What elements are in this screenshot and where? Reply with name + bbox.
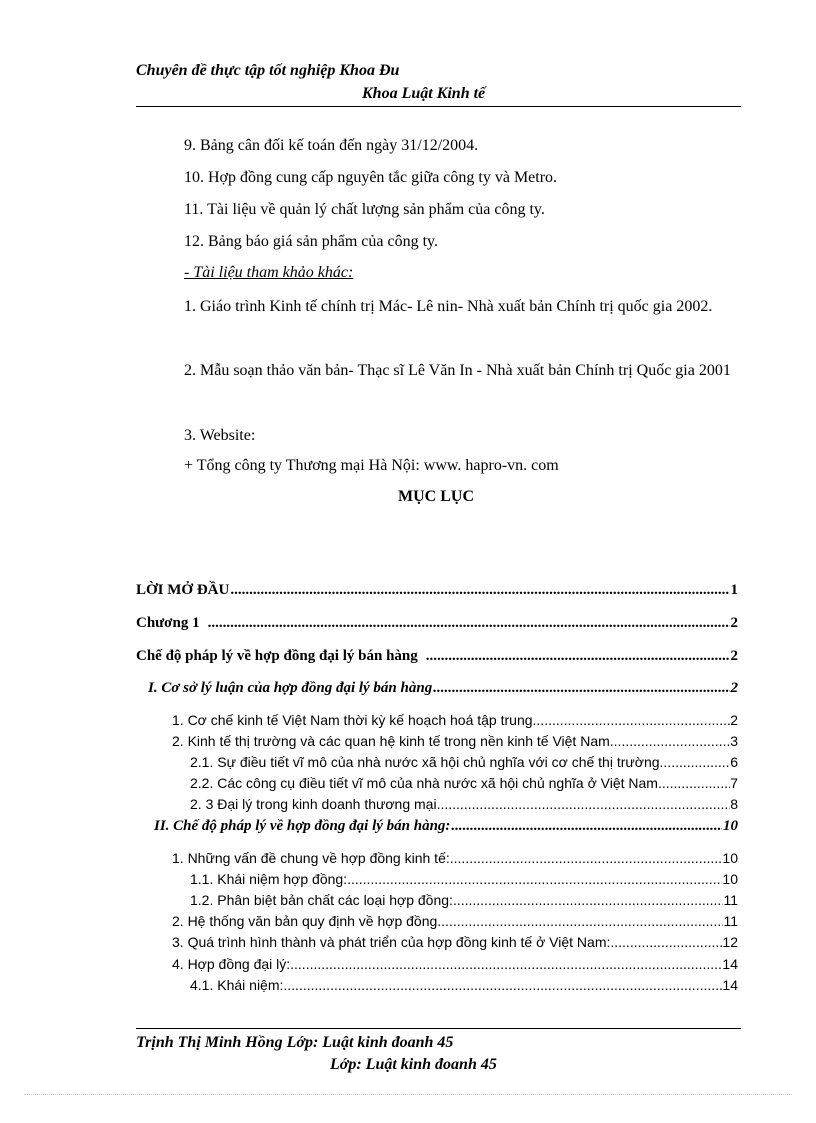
toc-leader — [283, 977, 722, 993]
toc-entry[interactable] — [136, 648, 738, 665]
toc-entry[interactable] — [190, 775, 738, 791]
toc-entry[interactable] — [172, 956, 738, 972]
toc-entry-text: 2. Hệ thống văn bản quy định về hợp đồng. — [172, 913, 442, 929]
toc-entry[interactable] — [172, 850, 738, 866]
toc-entry[interactable] — [190, 754, 738, 770]
toc-title: MỤC LỤC — [398, 488, 474, 505]
toc-entry-page: 2 — [730, 648, 738, 664]
toc-entry-page: 6 — [730, 754, 738, 770]
toc-entry-text: 1.1. Khái niệm hợp đồng: — [190, 871, 348, 887]
toc-entry-text: 2. Kinh tế thị trường và các quan hệ kinh tế trong nền kinh tế Việt Nam — [172, 733, 610, 749]
toc-entry-text: 4.1. Khái niệm: — [190, 977, 284, 993]
toc-leader — [660, 754, 731, 770]
toc-entry[interactable] — [172, 712, 738, 728]
toc-entry-page: 14 — [722, 956, 738, 972]
footer-line-1: Trịnh Thị Minh Hồng Lớp: Luật kinh đoanh 45 — [136, 1034, 454, 1051]
toc-leader — [230, 582, 729, 599]
document-item: 12. Bảng báo giá sản phẩm của công ty. — [184, 233, 439, 250]
header-line-1: Chuyên đề thực tập tốt nghiệp Khoa Đu — [136, 62, 400, 79]
toc-entry[interactable] — [172, 913, 738, 929]
document-item: 9. Bảng cân đối kế toán đến ngày 31/12/2004. — [184, 137, 479, 154]
toc-entry[interactable] — [148, 680, 738, 697]
toc-entry-text: I. Cơ sở lý luận của hợp đồng đại lý bán hàng — [148, 680, 433, 696]
toc-entry-page: 1 — [730, 582, 738, 598]
toc-entry[interactable] — [190, 871, 738, 887]
toc-leader — [453, 892, 724, 908]
toc-entry-page: 11 — [723, 913, 738, 929]
toc-entry-page: 7 — [730, 775, 738, 791]
toc-entry-text: 1. Những vấn đề chung về hợp đồng kinh tế: — [172, 850, 450, 866]
toc-entry-page: 10 — [723, 818, 738, 834]
toc-leader — [426, 648, 730, 665]
toc-leader — [658, 775, 730, 791]
toc-entry-page: 2 — [730, 615, 738, 631]
toc-entry-text: 1. Cơ chế kinh tế Việt Nam thời kỳ kế hoạch hoá tập trung — [172, 712, 533, 728]
toc-entry-text: LỜI MỞ ĐẦU — [136, 582, 230, 598]
toc-entry-page: 2 — [730, 712, 738, 728]
toc-leader — [347, 871, 722, 887]
header-line-2: Khoa Luật Kinh tế — [362, 85, 486, 102]
toc-entry-page: 14 — [722, 977, 738, 993]
reference-item: + Tổng công ty Thương mại Hà Nội: www. hapro-vn. com — [184, 457, 559, 474]
toc-entry-text: 3. Quá trình hình thành và phát triển của hợp đồng kinh tế ở Việt Nam: — [172, 934, 611, 950]
toc-entry[interactable] — [136, 582, 738, 599]
toc-entry-text: 2. 3 Đại lý trong kinh doanh thương mại — [190, 796, 437, 812]
toc-entry-page: 10 — [722, 850, 738, 866]
toc-entry-text: 2.2. Các công cụ điều tiết vĩ mô của nhà nước xã hội chủ nghĩa ở Việt Nam — [190, 775, 658, 791]
toc-entry[interactable] — [172, 733, 738, 749]
reference-item: 3. Website: — [184, 427, 256, 444]
toc-leader — [451, 818, 722, 835]
toc-entry[interactable] — [154, 818, 738, 835]
toc-leader — [433, 680, 729, 697]
toc-entry-text: II. Chế độ pháp lý về hợp đồng đại lý bán hàng: — [154, 818, 451, 834]
header-rule — [136, 106, 741, 107]
document-item: 10. Hợp đồng cung cấp nguyên tắc giữa công ty và Metro. — [184, 169, 558, 186]
footer-rule — [136, 1028, 741, 1029]
toc-entry-page: 10 — [722, 871, 738, 887]
toc-entry-text: 1.2. Phân biệt bản chất các loại hợp đồng: — [190, 892, 453, 908]
toc-entry-page: 11 — [723, 892, 738, 908]
toc-leader — [533, 712, 731, 728]
toc-leader — [290, 956, 722, 972]
toc-entry-page: 8 — [730, 796, 738, 812]
toc-leader — [610, 733, 730, 749]
toc-entry-text: Chương 1 — [136, 615, 200, 631]
toc-leader — [450, 850, 723, 866]
document-item: 11. Tài liệu về quản lý chất lượng sản phẩm của công ty. — [184, 201, 545, 218]
toc-entry[interactable] — [190, 796, 738, 812]
toc-leader — [437, 796, 731, 812]
toc-leader — [610, 934, 722, 950]
toc-entry[interactable] — [190, 892, 738, 908]
toc-entry-text: Chế độ pháp lý về hợp đồng đại lý bán hàng — [136, 648, 418, 664]
other-refs-label: - Tài liệu tham khảo khác: — [184, 264, 354, 281]
toc-leader — [441, 913, 723, 929]
page-edge-divider — [24, 1094, 792, 1096]
toc-entry[interactable] — [172, 934, 738, 950]
toc-entry[interactable] — [136, 615, 738, 632]
toc-entry-page: 12 — [722, 934, 738, 950]
toc-entry-text: 4. Hợp đồng đại lý: — [172, 956, 291, 972]
toc-leader — [208, 615, 730, 632]
toc-entry-page: 3 — [730, 733, 738, 749]
reference-item: 2. Mẫu soạn thảo văn bản- Thạc sĩ Lê Văn In - Nhà xuất bản Chính trị Quốc gia 2001 — [184, 362, 731, 379]
reference-item: 1. Giáo trình Kinh tế chính trị Mác- Lê nin- Nhà xuất bản Chính trị quốc gia 2002. — [184, 298, 713, 315]
toc-entry[interactable] — [190, 977, 738, 993]
toc-entry-text: 2.1. Sự điều tiết vĩ mô của nhà nước xã hội chủ nghĩa với cơ chế thị trường — [190, 754, 660, 770]
toc-entry-page: 2 — [730, 680, 738, 696]
footer-line-2: Lớp: Luật kinh đoanh 45 — [330, 1056, 497, 1073]
